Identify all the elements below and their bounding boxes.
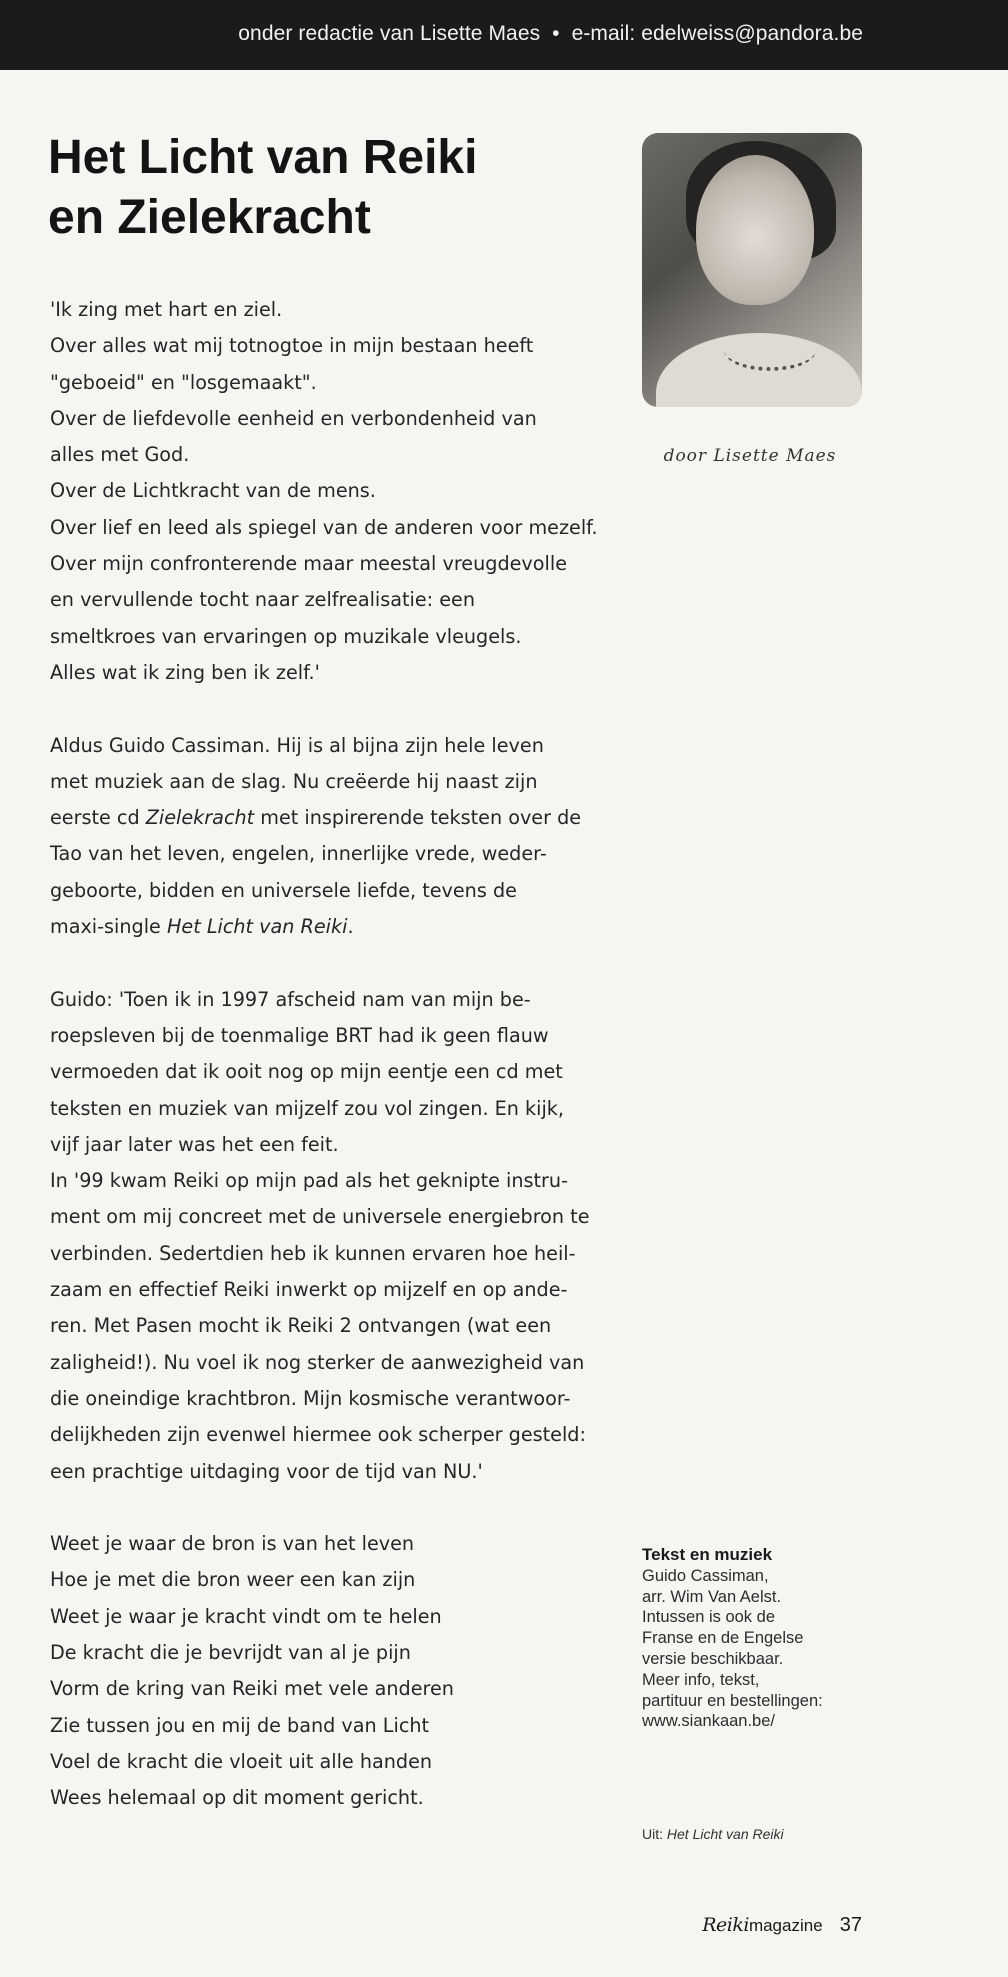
text-run: maxi-single	[50, 915, 167, 939]
credits-line: Guido Cassiman,	[642, 1566, 769, 1585]
email-address: e-mail: edelweiss@pandora.be	[571, 22, 863, 45]
text-run: .	[347, 915, 354, 939]
body-line: die oneindige krachtbron. Mijn kosmische verantwoor-	[50, 1386, 571, 1410]
body-line: Over mijn confronterende maar meestal vreugdevolle	[50, 552, 567, 576]
body-line: vermoeden dat ik ooit nog op mijn eentje een cd met	[50, 1060, 563, 1084]
body-line: zaam en effectief Reiki inwerkt op mijzelf en op ande-	[50, 1278, 568, 1302]
body-line: en vervullende tocht naar zelfrealisatie: een	[50, 588, 476, 612]
body-line: roepsleven bij de toenmalige BRT had ik geen flauw	[50, 1023, 549, 1047]
paragraph-gap	[50, 691, 592, 727]
body-line: Over de Lichtkracht van de mens.	[50, 479, 376, 503]
body-line: vijf jaar later was het een feit.	[50, 1132, 339, 1156]
credits-heading: Tekst en muziek	[642, 1545, 773, 1564]
credits-line: partituur en bestellingen:	[642, 1691, 823, 1710]
body-line: Alles wat ik zing ben ik zelf.'	[50, 660, 320, 684]
page-footer	[702, 1914, 862, 1937]
album-title: Zielekracht	[145, 806, 255, 830]
body-line: verbinden. Sedertdien heb ik kunnen ervaren hoe heil-	[50, 1241, 576, 1265]
single-title: Het Licht van Reiki	[166, 915, 348, 939]
body-line: delijkheden zijn evenwel hiermee ook scherper gesteld:	[50, 1423, 586, 1447]
title-line: en Zielekracht	[48, 191, 371, 244]
lyric-line: Voel de kracht die vloeit uit alle handen	[50, 1749, 433, 1773]
body-line: geboorte, bidden en universele liefde, tevens de	[50, 878, 517, 902]
page-number: 37	[839, 1914, 862, 1936]
body-line: In '99 kwam Reiki op mijn pad als het geknipte instru-	[50, 1169, 569, 1193]
body-line: Over lief en leed als spiegel van de anderen voor mezelf.	[50, 515, 598, 539]
lyric-line: Zie tussen jou en mij de band van Licht	[50, 1713, 430, 1737]
lyric-line: Weet je waar de bron is van het leven	[50, 1532, 415, 1556]
credits-line: Intussen is ook de	[642, 1608, 775, 1627]
title-line: Het Licht van Reiki	[48, 131, 478, 184]
body-line: Over de liefdevolle eenheid en verbondenheid van	[50, 406, 537, 430]
credits-line: arr. Wim Van Aelst.	[642, 1587, 782, 1606]
body-line: Tao van het leven, engelen, innerlijke vrede, weder-	[50, 842, 547, 866]
editor-credit: onder redactie van Lisette Maes	[238, 22, 541, 45]
body-line: met muziek aan de slag. Nu creëerde hij naast zijn	[50, 769, 538, 793]
lyric-line: Wees helemaal op dit moment gericht.	[50, 1786, 424, 1810]
body-line: ren. Met Pasen mocht ik Reiki 2 ontvangen (wat een	[50, 1314, 552, 1338]
photo-necklace	[724, 329, 816, 371]
article-title	[48, 128, 608, 248]
text-run: met inspirerende teksten over de	[254, 806, 582, 830]
credits-box	[642, 1545, 882, 1732]
lyric-line: Hoe je met die bron weer een kan zijn	[50, 1568, 416, 1592]
body-line: ment om mij concreet met de universele energiebron te	[50, 1205, 590, 1229]
credits-line: Meer info, tekst,	[642, 1670, 760, 1689]
photo-face	[696, 155, 814, 305]
body-line: Guido: 'Toen ik in 1997 afscheid nam van mijn be-	[50, 987, 531, 1011]
source-note	[642, 1826, 784, 1842]
credits-line: versie beschikbaar.	[642, 1649, 784, 1668]
source-prefix: Uit:	[642, 1826, 667, 1842]
body-line: "geboeid" en "losgemaakt".	[50, 370, 317, 394]
separator-dot: •	[552, 22, 560, 45]
website-link: www.siankaan.be/	[642, 1712, 775, 1731]
body-line	[50, 800, 592, 836]
photo-caption: door Lisette Maes	[663, 446, 837, 466]
body-line: teksten en muziek van mijzelf zou vol zingen. En kijk,	[50, 1096, 565, 1120]
lyric-line: De kracht die je bevrijdt van al je pijn	[50, 1640, 411, 1664]
article-body	[50, 292, 598, 1816]
credits-line: Franse en de Engelse	[642, 1629, 804, 1648]
body-line: Aldus Guido Cassiman. Hij is al bijna zijn hele leven	[50, 733, 544, 757]
header-bar	[0, 0, 1008, 70]
body-line: alles met God.	[50, 443, 190, 467]
body-line: zaligheid!). Nu voel ik nog sterker de aanwezigheid van	[50, 1350, 585, 1374]
author-photo	[642, 133, 862, 407]
text-run: eerste cd	[50, 806, 146, 830]
source-title: Het Licht van Reiki	[666, 1826, 784, 1842]
magazine-logo-word: magazine	[748, 1916, 823, 1935]
body-line	[50, 909, 592, 945]
body-line: een prachtige uitdaging voor de tijd van NU.'	[50, 1459, 483, 1483]
body-line: Over alles wat mij totnogtoe in mijn bestaan heeft	[50, 334, 534, 358]
lyric-line: Vorm de kring van Reiki met vele anderen	[50, 1677, 454, 1701]
header-credit	[238, 22, 863, 46]
lyric-line: Weet je waar je kracht vindt om te helen	[50, 1604, 442, 1628]
body-line: 'Ik zing met hart en ziel.	[50, 298, 283, 321]
magazine-logo-script: Reiki	[702, 1914, 749, 1936]
paragraph-gap	[50, 945, 592, 981]
paragraph-gap	[50, 1490, 592, 1526]
body-line: smeltkroes van ervaringen op muzikale vleugels.	[50, 624, 522, 648]
